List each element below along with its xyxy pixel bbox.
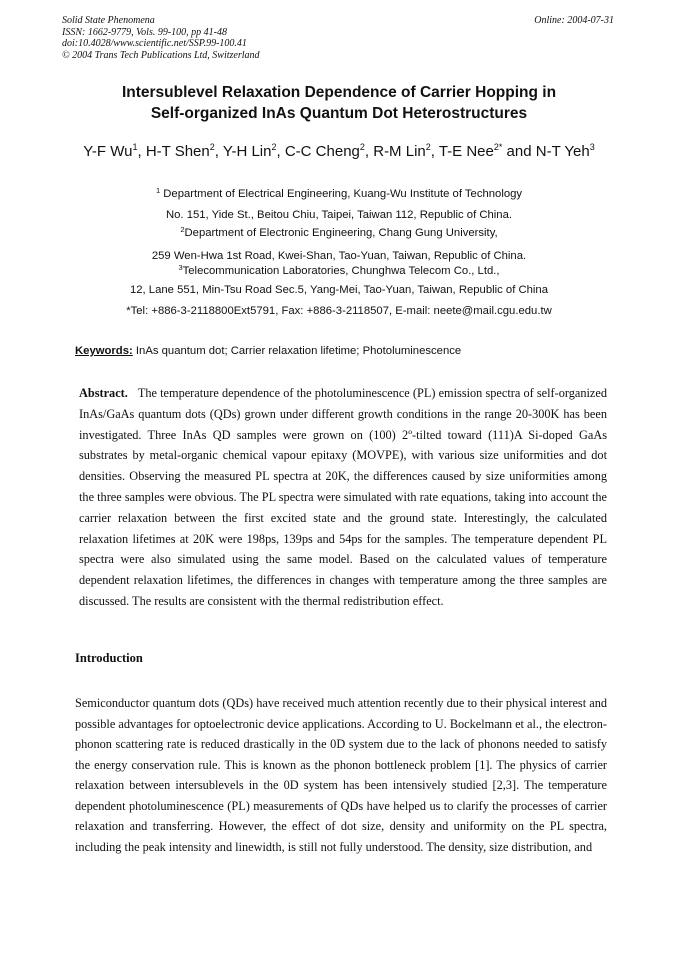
keywords-label: Keywords: xyxy=(75,345,133,357)
online-date: Online: 2004-07-31 xyxy=(534,15,614,26)
affiliation-text: Telecommunication Laboratories, Chunghwa Telecom Co., Ltd., xyxy=(182,265,500,277)
author-separator: , xyxy=(364,143,374,160)
author-affil-sup: 2* xyxy=(493,142,503,152)
journal-header xyxy=(62,15,260,61)
abstract-text: The temperature dependence of the photoluminescence (PL) emission spectra of self-organized InAs/GaAs quantum dots (QDs) grown under different growth conditions in the range 20-300K has been investigated. Three InAs QD samples were grown on (100) 2º-tilted toward (111)A Si-doped GaAs substrates by metal-organic chemical vapour epitaxy (MOVPE), with various size uniformities and dot densities. Observing the measured PL spectra at 20K, the differences caused by size uniformities among the three samples were obvious. The PL spectra were simulated with rate equations, taking into account the carrier relaxation between the first excited state and the ground state. Interestingly, the calculated relaxation lifetimes at 20K were 198ps, 139ps and 54ps for the samples. The temperature dependent PL spectra were also simulated using the same model. Based on the calculated values of temperature dependent relaxation lifetimes, the differences in changes with temperature among the three samples are discussed. The results are consistent with the thermal redistribution effect. xyxy=(79,386,607,608)
keywords xyxy=(75,345,461,357)
abstract-paragraph xyxy=(79,383,607,612)
affiliation-1-line-2: No. 151, Yide St., Beitou Chiu, Taipei, Taiwan 112, Republic of China. xyxy=(165,209,513,221)
author-list xyxy=(0,143,678,160)
contact-line: *Tel: +886-3-2118800Ext5791, Fax: +886-3-2118507, E-mail: neete@mail.cgu.edu.tw xyxy=(126,305,552,317)
copyright-line: © 2004 Trans Tech Publications Ltd, Switzerland xyxy=(62,49,260,61)
journal-name: Solid State Phenomena xyxy=(62,15,155,26)
affiliation-3-line-2: 12, Lane 551, Min-Tsu Road Sec.5, Yang-Mei, Tao-Yuan, Taiwan, Republic of China xyxy=(129,284,549,296)
introduction-paragraph: Semiconductor quantum dots (QDs) have received much attention recently due to their physical interest and possible advantages for optoelectronic device applications. According to U. Bockelmann et al., the electron-phonon scattering rate is reduced drastically in the 0D system due to the lack of phonons needed to satisfy the energy conservation rule. This is known as the phonon bottleneck problem [1]. The physics of carrier relaxation between intersublevels in the 0D system has been intensively studied [2,3]. The temperature dependent photoluminescence (PL) measurements of QDs have helped us to clarify the processes of carrier relaxation and transferring. However, the effect of dot size, density and uniformity on the PL spectra, including the peak intensity and linewidth, is still not fully understood. The density, size distribution, and xyxy=(75,696,607,854)
author-name: N-T Yeh xyxy=(535,143,590,160)
title-line-2: Self-organized InAs Quantum Dot Heterostructures xyxy=(150,105,528,122)
author-separator: , xyxy=(430,143,439,160)
author-name: H-T Shen xyxy=(145,143,210,160)
section-heading-introduction: Introduction xyxy=(75,651,143,665)
affiliation-sup: 3 xyxy=(178,263,183,272)
author-name: Y-H Lin xyxy=(222,143,272,160)
paper-title xyxy=(0,82,678,124)
author-affil-sup: 1 xyxy=(132,142,138,152)
author-name: R-M Lin xyxy=(373,143,426,160)
author-separator: and xyxy=(502,143,536,160)
affiliation-text: Department of Electronic Engineering, Chang Gung University, xyxy=(184,227,498,239)
author-name: T-E Nee xyxy=(438,143,494,160)
keywords-text: InAs quantum dot; Carrier relaxation lifetime; Photoluminescence xyxy=(132,345,462,357)
affiliation-3-line-1 xyxy=(0,264,678,278)
author-separator: , xyxy=(137,143,146,160)
doi-line: doi:10.4028/www.scientific.net/SSP.99-100.41 xyxy=(62,38,247,49)
author-affil-sup: 3 xyxy=(589,142,595,152)
author-affil-sup: 2 xyxy=(209,142,215,152)
author-name: C-C Cheng xyxy=(284,143,360,160)
affiliation-sup: 1 xyxy=(155,186,161,195)
affiliation-2-line-1 xyxy=(0,226,678,240)
affiliation-sup: 2 xyxy=(180,225,185,234)
title-line-1: Intersublevel Relaxation Dependence of Carrier Hopping in xyxy=(121,84,557,101)
abstract-label: Abstract. xyxy=(79,386,128,400)
author-affil-sup: 2 xyxy=(359,142,365,152)
author-affil-sup: 2 xyxy=(271,142,277,152)
author-name: Y-F Wu xyxy=(83,143,133,160)
author-separator: , xyxy=(214,143,223,160)
author-separator: , xyxy=(276,143,285,160)
affiliation-2-line-2: 259 Wen-Hwa 1st Road, Kwei-Shan, Tao-Yuan, Taiwan, Republic of China. xyxy=(151,250,527,262)
affiliation-1-line-1 xyxy=(0,187,678,201)
author-affil-sup: 2 xyxy=(425,142,431,152)
affiliation-text: Department of Electrical Engineering, Kuang-Wu Institute of Technology xyxy=(160,188,523,200)
issn-line: ISSN: 1662-9779, Vols. 99-100, pp 41-48 xyxy=(62,26,227,38)
